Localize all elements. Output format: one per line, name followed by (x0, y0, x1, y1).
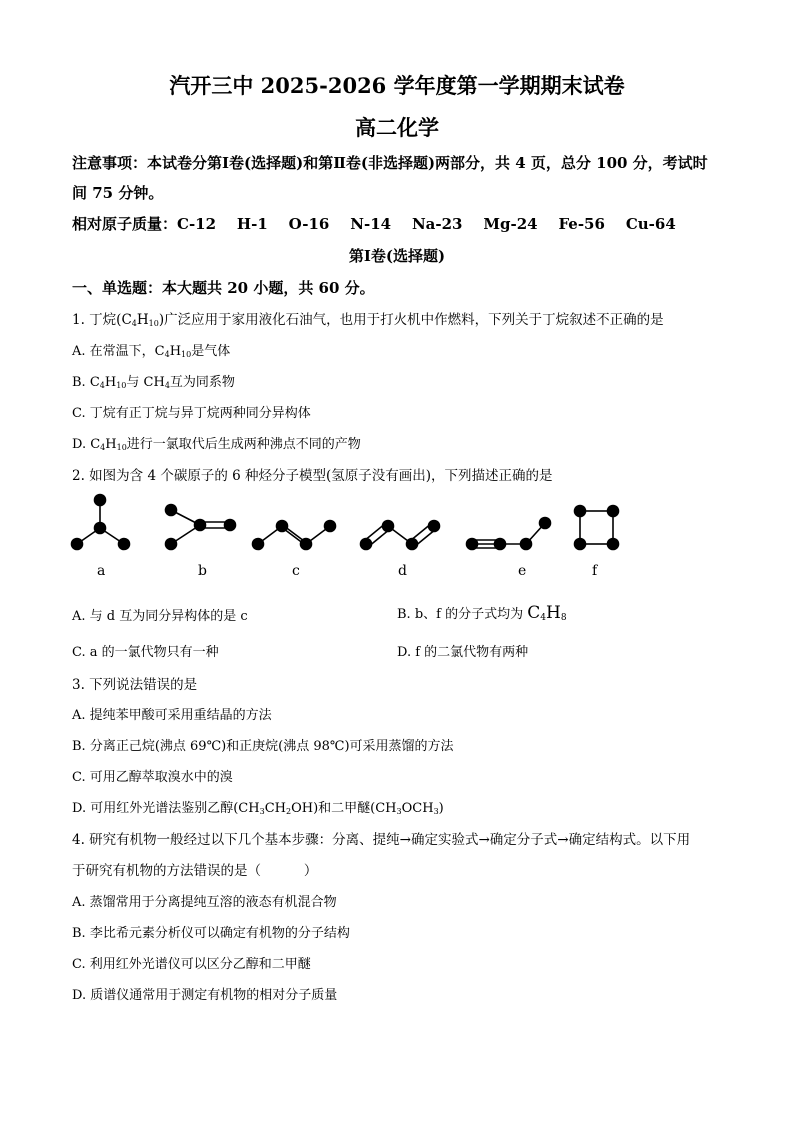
molecule-c (253, 521, 336, 550)
q2-option-d: D. f 的二氯代物有两种 (397, 645, 529, 660)
q3-stem: 3. 下列说法错误的是 (72, 677, 198, 693)
molecule-e (467, 518, 551, 550)
notice-line-1: 注意事项：本试卷分第Ⅰ卷(选择题)和第Ⅱ卷(非选择题)两部分，共 4 页，总分 100 分，考试时 (72, 154, 708, 172)
molecule-label-e: e (518, 563, 527, 579)
q4-option-c: C. 利用红外光谱仪可以区分乙醇和二甲醚 (72, 957, 311, 972)
exam-subject: 高二化学 (355, 115, 439, 140)
q1-option-a: A. 在常温下，$C_4H_{10}$是气体 (72, 344, 231, 359)
q3-option-d: D. 可用红外光谱法鉴别乙醇$(CH_3CH_2OH)$和二甲醚$(CH_3OCH_3)$ (72, 801, 444, 816)
molecule-label-a: a (97, 563, 106, 579)
molecule-label-b: b (198, 563, 207, 579)
notice-line-2: 间 75 分钟。 (72, 184, 164, 202)
q1-option-d: D. $C_4H_{10}$进行一氯取代后生成两种沸点不同的产物 (72, 437, 361, 452)
molecule-d (361, 521, 440, 550)
q4-option-b: B. 李比希元素分析仪可以确定有机物的分子结构 (72, 926, 350, 941)
part-heading: 一、单选题：本大题共 20 小题，共 60 分。 (72, 279, 375, 297)
q1-stem: 1. 丁烷$(C_4H_{10})$广泛应用于家用液化石油气，也用于打火机中作燃料，下列关于丁烷叙述不正确的是 (72, 312, 664, 328)
molecule-models (60, 492, 640, 562)
molecule-label-c: c (292, 563, 300, 579)
molecule-f (575, 506, 619, 550)
q4-stem-line-2: 于研究有机物的方法错误的是（ ） (72, 863, 318, 879)
q2-option-b: B. b、f 的分子式均为 $C_4H_8$ (397, 603, 567, 623)
q1-option-b: B. $C_4H_{10}$与 $CH_4$互为同系物 (72, 375, 235, 390)
exam-title: 汽开三中 2025-2026 学年度第一学期期末试卷 (169, 73, 625, 98)
q3-option-b: B. 分离正己烷(沸点 69℃)和正庚烷(沸点 98℃)可采用蒸馏的方法 (72, 739, 454, 754)
molecule-label-d: d (398, 563, 407, 579)
q2-option-a: A. 与 d 互为同分异构体的是 c (72, 609, 248, 624)
q1-option-c: C. 丁烷有正丁烷与异丁烷两种同分异构体 (72, 406, 311, 421)
q3-option-a: A. 提纯苯甲酸可采用重结晶的方法 (72, 708, 272, 723)
q3-option-c: C. 可用乙醇萃取溴水中的溴 (72, 770, 233, 785)
q4-option-a: A. 蒸馏常用于分离提纯互溶的液态有机混合物 (72, 895, 337, 910)
molecule-label-f: f (592, 563, 598, 579)
molecule-a (72, 495, 130, 550)
q2-stem: 2. 如图为含 4 个碳原子的 6 种烃分子模型(氢原子没有画出)，下列描述正确的是 (72, 468, 553, 484)
molecule-b (166, 505, 236, 550)
section-heading: 第Ⅰ卷(选择题) (348, 247, 446, 265)
q4-option-d: D. 质谱仪通常用于测定有机物的相对分子质量 (72, 988, 338, 1003)
q4-stem-line-1: 4. 研究有机物一般经过以下几个基本步骤：分离、提纯→确定实验式→确定分子式→确定结构式。以下用 (72, 832, 691, 848)
q2-option-c: C. a 的一氯代物只有一种 (72, 645, 219, 660)
atomic-mass-line: 相对原子质量：C-12 H-1 O-16 N-14 Na-23 Mg-24 Fe-56 Cu-64 (72, 215, 676, 233)
